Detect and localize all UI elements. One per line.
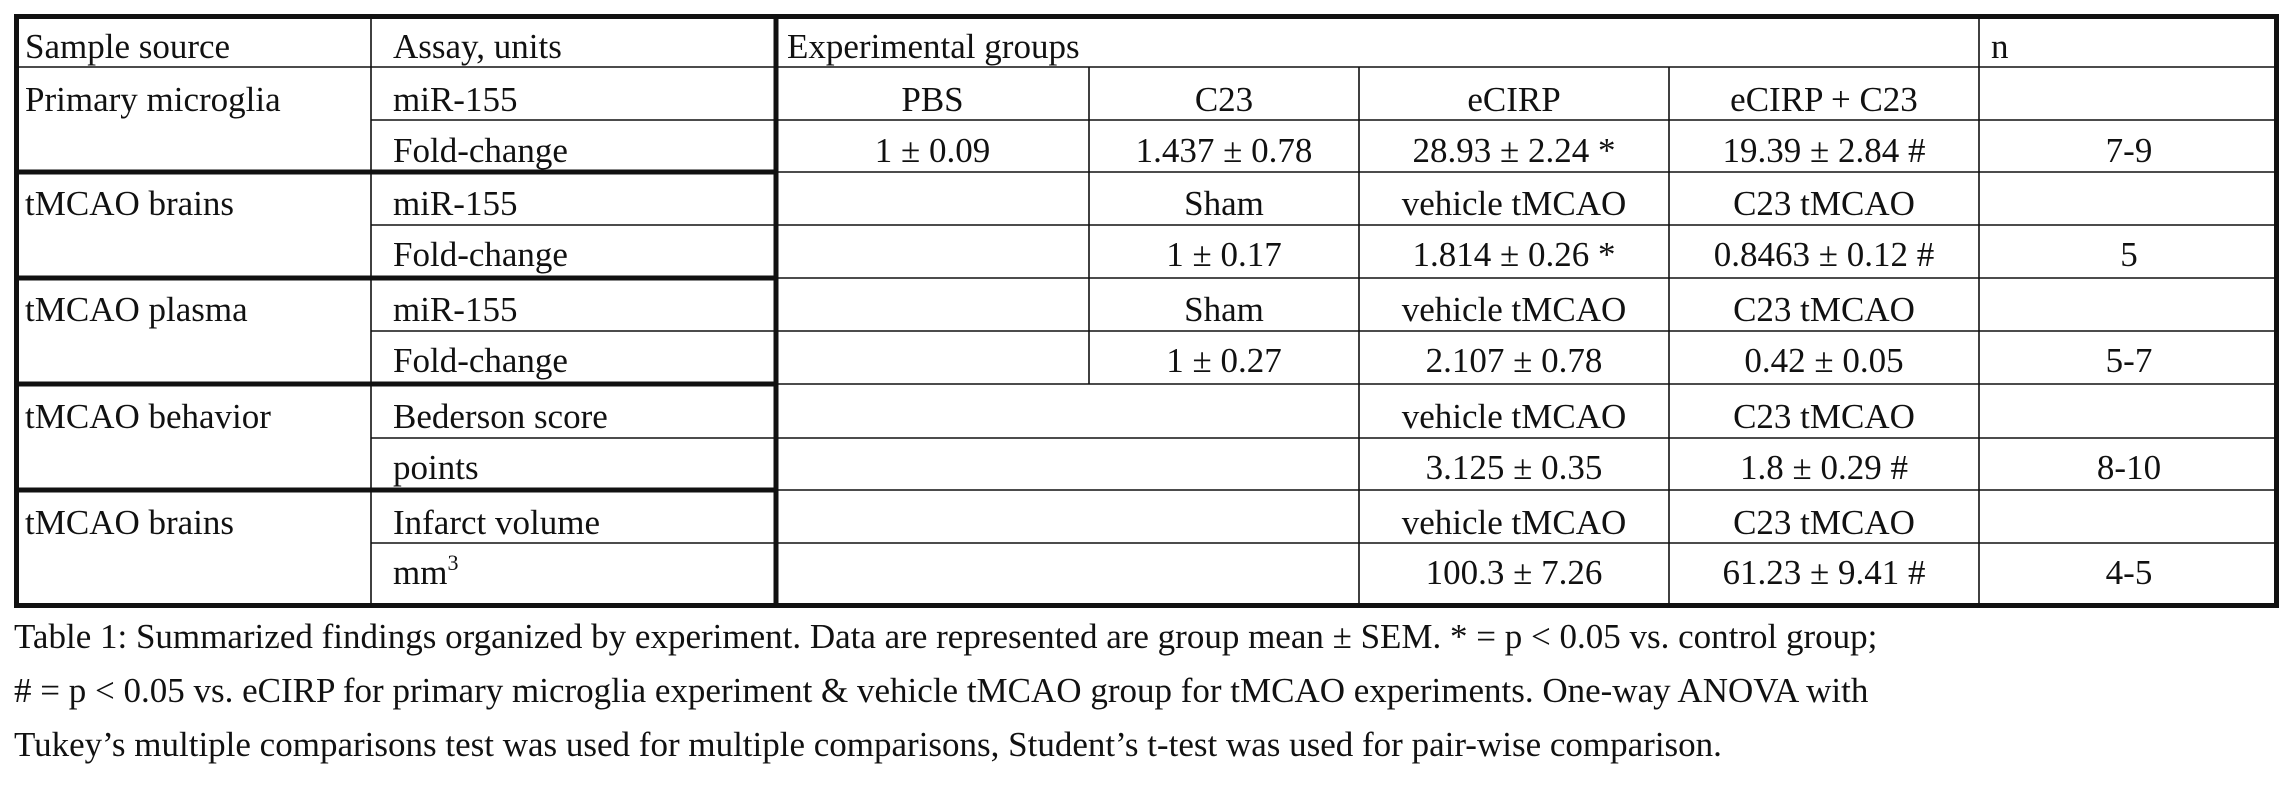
- group-label-cell: eCIRP: [1467, 80, 1561, 119]
- group-label-cell: C23: [1194, 80, 1254, 119]
- assay-cell: miR-155: [393, 290, 518, 329]
- group-value-cell: 1 ± 0.09: [874, 131, 991, 170]
- group-value-cell: 1 ± 0.27: [1166, 341, 1282, 380]
- sample-source-cell: Primary microglia: [25, 80, 281, 119]
- group-value-cell: 100.3 ± 7.26: [1425, 553, 1603, 592]
- header-n: n: [1991, 27, 2009, 66]
- group-value-cell: 19.39 ± 2.84 #: [1722, 131, 1926, 170]
- group-label-cell: C23 tMCAO: [1733, 290, 1915, 329]
- assay-cell: miR-155: [393, 184, 518, 223]
- group-value-cell: 1.814 ± 0.26 *: [1412, 235, 1616, 274]
- group-label-cell: vehicle tMCAO: [1401, 503, 1627, 542]
- group-value-cell: 61.23 ± 9.41 #: [1722, 553, 1926, 592]
- group-label-cell: vehicle tMCAO: [1401, 397, 1627, 436]
- caption-line: Table 1: Summarized findings organized by experiment. Data are represented are group mean ± SEM. * = p < 0.05 vs. control group;: [14, 617, 1878, 656]
- header-sample-source: Sample source: [25, 27, 231, 66]
- table-caption: [14, 610, 2282, 772]
- group-value-cell: 3.125 ± 0.35: [1425, 448, 1603, 487]
- group-value-cell: 1 ± 0.17: [1166, 235, 1282, 274]
- n-cell: 8-10: [2096, 448, 2162, 487]
- units-text: mm: [393, 553, 448, 592]
- sample-source-cell: tMCAO plasma: [25, 290, 248, 329]
- assay-cell: Bederson score: [393, 397, 608, 436]
- group-value-cell: 0.42 ± 0.05: [1744, 341, 1904, 380]
- assay-cell: miR-155: [393, 80, 518, 119]
- group-label-cell: Sham: [1184, 290, 1264, 329]
- n-cell: 5: [2120, 235, 2138, 274]
- n-cell: 4-5: [2105, 553, 2153, 592]
- header-experimental-groups: Experimental groups: [787, 27, 1080, 66]
- units-superscript: 3: [447, 550, 459, 575]
- units-cell: Fold-change: [393, 235, 568, 274]
- units-cell: Fold-change: [393, 131, 568, 170]
- group-value-cell: 0.8463 ± 0.12 #: [1713, 235, 1935, 274]
- sample-source-cell: tMCAO brains: [25, 184, 235, 223]
- group-value-cell: 28.93 ± 2.24 *: [1412, 131, 1616, 170]
- findings-table: [14, 14, 2279, 608]
- units-cell: points: [393, 448, 479, 487]
- group-label-cell: C23 tMCAO: [1733, 184, 1915, 223]
- header-assay-units: Assay, units: [393, 27, 562, 66]
- group-label-cell: PBS: [901, 80, 964, 119]
- group-label-cell: vehicle tMCAO: [1401, 184, 1627, 223]
- caption-line: Tukey’s multiple comparisons test was used for multiple comparisons, Student’s t-test was used for pair-wise comparison.: [14, 725, 1722, 764]
- assay-cell: Infarct volume: [393, 503, 600, 542]
- group-label-cell: Sham: [1184, 184, 1264, 223]
- units-cell: [393, 550, 773, 592]
- group-value-cell: 1.8 ± 0.29 #: [1740, 448, 1908, 487]
- group-label-cell: C23 tMCAO: [1733, 397, 1915, 436]
- caption-line: # = p < 0.05 vs. eCIRP for primary microglia experiment & vehicle tMCAO group for tMCAO experiments. One-way ANOVA with: [14, 671, 1869, 710]
- n-cell: 7-9: [2105, 131, 2153, 170]
- group-label-cell: C23 tMCAO: [1733, 503, 1915, 542]
- group-label-cell: eCIRP + C23: [1730, 80, 1918, 119]
- group-label-cell: vehicle tMCAO: [1401, 290, 1627, 329]
- group-value-cell: 1.437 ± 0.78: [1135, 131, 1313, 170]
- n-cell: 5-7: [2105, 341, 2153, 380]
- units-cell: Fold-change: [393, 341, 568, 380]
- group-value-cell: 2.107 ± 0.78: [1425, 341, 1603, 380]
- sample-source-cell: tMCAO brains: [25, 503, 235, 542]
- sample-source-cell: tMCAO behavior: [25, 397, 271, 436]
